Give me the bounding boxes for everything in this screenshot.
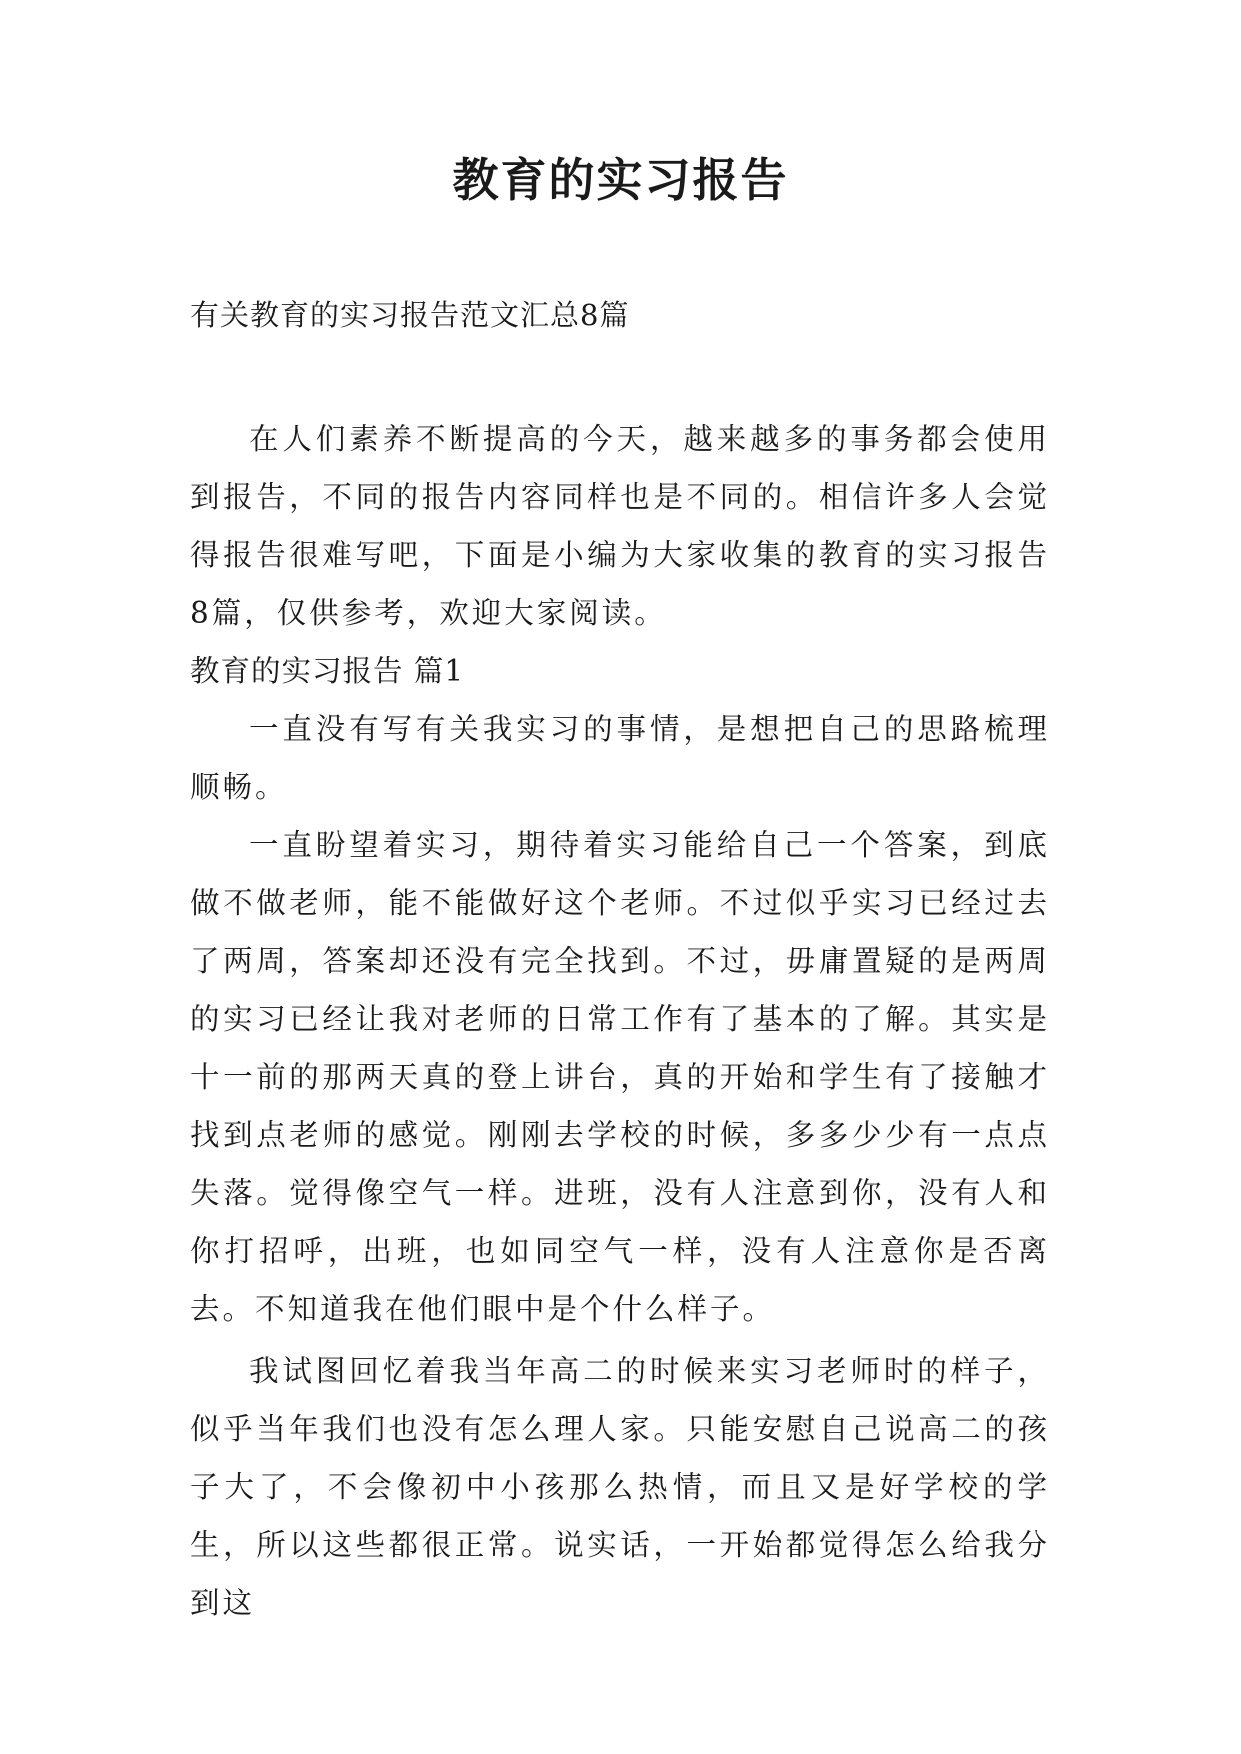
section-heading: 教育的实习报告 篇1	[190, 654, 465, 688]
body-paragraph: 一直没有写有关我实习的事情，是想把自己的思路梳理顺畅。	[190, 712, 1050, 804]
document-body	[190, 410, 1050, 1632]
body-paragraph: 我试图回忆着我当年高二的时候来实习老师时的样子，似乎当年我们也没有怎么理人家。只能安慰自己说高二的孩子大了，不会像初中小孩那么热情，而且又是好学校的学生，所以这些都很正常。说实话，一开始都觉得怎么给我分到这	[190, 1354, 1050, 1620]
intro-paragraph: 在人们素养不断提高的今天，越来越多的事务都会使用到报告，不同的报告内容同样也是不同的。相信许多人会觉得报告很难写吧，下面是小编为大家收集的教育的实习报告8篇，仅供参考，欢迎大家阅读。	[190, 422, 1050, 630]
document-subtitle: 有关教育的实习报告范文汇总8篇	[190, 298, 630, 332]
document-title: 教育的实习报告	[452, 153, 789, 207]
body-paragraph: 一直盼望着实习，期待着实习能给自己一个答案，到底做不做老师，能不能做好这个老师。不过似乎实习已经过去了两周，答案却还没有完全找到。不过，毋庸置疑的是两周的实习已经让我对老师的日常工作有了基本的了解。其实是十一前的那两天真的登上讲台，真的开始和学生有了接触才找到点老师的感觉。刚刚去学校的时候，多多少少有一点点失落。觉得像空气一样。进班，没有人注意到你，没有人和你打招呼，出班，也如同空气一样，没有人注意你是否离去。不知道我在他们眼中是个什么样子。	[190, 828, 1050, 1326]
